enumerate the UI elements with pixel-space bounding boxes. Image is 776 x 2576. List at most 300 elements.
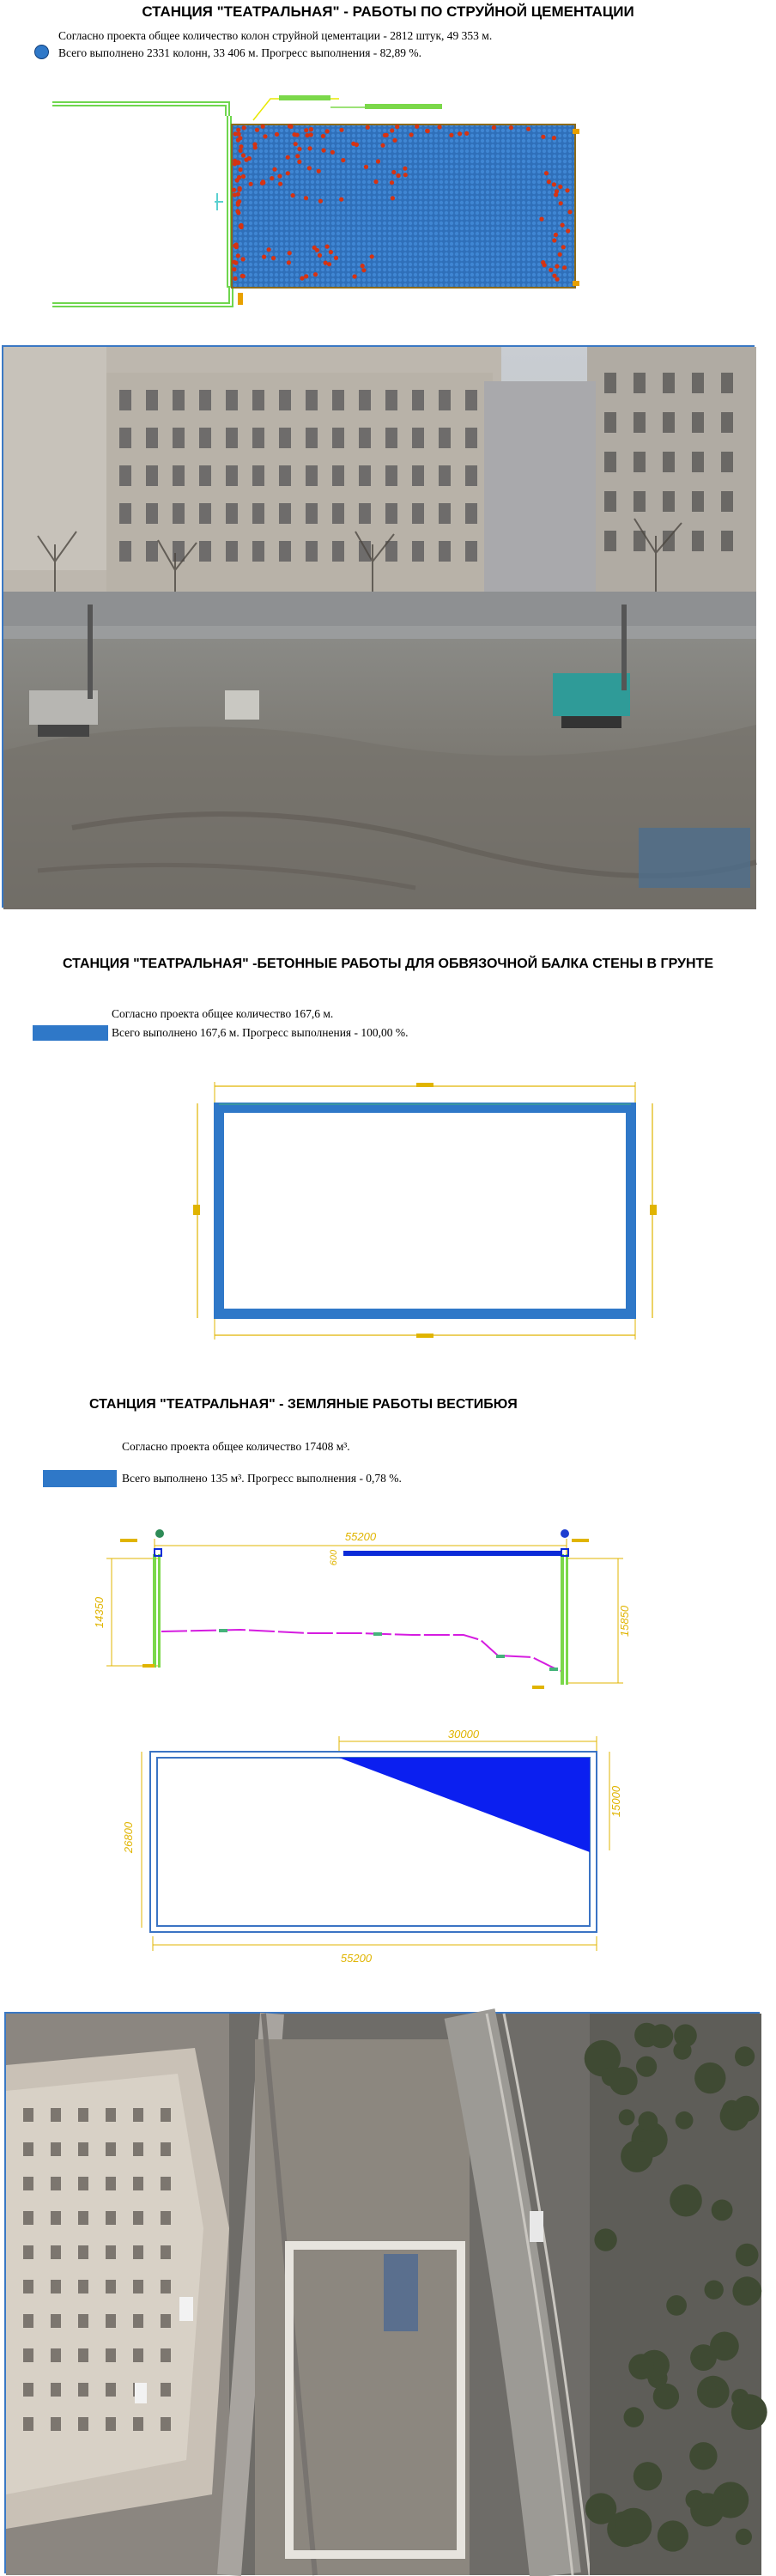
- section2-line1: Согласно проекта общее количество 167,6 м.: [112, 1007, 334, 1020]
- building-window: [133, 2142, 143, 2156]
- legend-rect-marker-3: [43, 1470, 117, 1487]
- building-window: [173, 428, 185, 448]
- unfinished-column-mark: [237, 132, 241, 137]
- building-window: [306, 465, 318, 486]
- unfinished-column-mark: [449, 133, 453, 137]
- unfinished-column-mark: [561, 245, 566, 249]
- section1-title: СТАНЦИЯ "ТЕАТРАЛЬНАЯ" - РАБОТЫ ПО СТРУЙНОЙ ЦЕМЕНТАЦИИ: [142, 3, 634, 20]
- unfinished-column-mark: [239, 167, 243, 172]
- unfinished-column-mark: [549, 268, 553, 272]
- tree: [639, 2111, 658, 2131]
- tree: [712, 2200, 733, 2221]
- unfinished-column-mark: [232, 188, 236, 192]
- building-window: [51, 2280, 61, 2293]
- excavated-area: [339, 1758, 590, 1852]
- building-window: [78, 2211, 88, 2225]
- unfinished-column-mark: [555, 264, 559, 269]
- building-window: [721, 452, 733, 472]
- unfinished-column-mark: [325, 129, 330, 133]
- building-window: [604, 373, 616, 393]
- tree: [705, 2281, 724, 2300]
- unfinished-column-mark: [321, 134, 325, 138]
- unfinished-column-mark: [339, 128, 343, 132]
- unfinished-column-mark: [307, 166, 312, 170]
- unfinished-column-mark: [249, 182, 253, 186]
- building-window: [106, 2314, 116, 2328]
- tree: [615, 2508, 652, 2545]
- unfinished-column-mark: [270, 176, 274, 180]
- unfinished-column-mark: [541, 135, 545, 139]
- unfinished-column-mark: [325, 245, 330, 249]
- building-window: [161, 2383, 171, 2397]
- building-window: [385, 428, 397, 448]
- building-window: [226, 390, 238, 410]
- building-window: [161, 2142, 171, 2156]
- building-window: [161, 2280, 171, 2293]
- unfinished-column-mark: [355, 143, 359, 147]
- tree: [735, 2046, 755, 2066]
- building-window: [332, 428, 344, 448]
- building-window: [106, 2177, 116, 2190]
- building-window: [634, 412, 646, 433]
- unfinished-column-mark: [288, 124, 292, 128]
- unfinished-column-mark: [267, 247, 271, 252]
- unfinished-column-mark: [547, 179, 551, 184]
- building-window: [439, 503, 451, 524]
- capping-beam-ring: [219, 1108, 631, 1314]
- unfinished-column-mark: [321, 149, 325, 153]
- building-window: [663, 452, 675, 472]
- unfinished-column-mark: [304, 196, 308, 200]
- unfinished-column-mark: [353, 274, 357, 278]
- unfinished-column-mark: [317, 169, 321, 173]
- unfinished-column-mark: [409, 132, 414, 137]
- tree: [689, 2442, 717, 2470]
- building-window: [332, 541, 344, 562]
- tree: [649, 2024, 673, 2048]
- building-window: [385, 390, 397, 410]
- unfinished-column-mark: [341, 158, 345, 162]
- unfinished-column-mark: [239, 149, 243, 153]
- capping-beam-plan: [185, 1078, 665, 1352]
- unfinished-column-mark: [235, 210, 239, 214]
- building-window: [439, 541, 451, 562]
- unfinished-column-mark: [458, 131, 462, 136]
- building-window: [23, 2211, 33, 2225]
- tree: [694, 2063, 725, 2093]
- tree: [736, 2244, 759, 2267]
- building-window: [604, 531, 616, 551]
- building-window: [51, 2142, 61, 2156]
- building-window: [133, 2348, 143, 2362]
- building-window: [306, 503, 318, 524]
- unfinished-column-mark: [373, 179, 378, 184]
- unfinished-column-mark: [552, 182, 556, 186]
- building-window: [279, 465, 291, 486]
- unfinished-column-mark: [239, 223, 243, 228]
- building-window: [332, 390, 344, 410]
- unfinished-column-mark: [567, 210, 572, 214]
- unfinished-column-mark: [509, 125, 513, 130]
- unfinished-column-mark: [397, 173, 401, 178]
- tree: [731, 2394, 767, 2430]
- unfinished-column-mark: [291, 193, 295, 197]
- vestibule-plan: [120, 1726, 622, 1966]
- unfinished-column-mark: [315, 248, 319, 252]
- unfinished-column-mark: [261, 179, 265, 184]
- unfinished-column-mark: [277, 174, 282, 179]
- building-window: [119, 428, 131, 448]
- building-window: [692, 531, 704, 551]
- unfinished-column-mark: [307, 146, 312, 150]
- building-window: [161, 2417, 171, 2431]
- building-window: [161, 2211, 171, 2225]
- unfinished-column-mark: [244, 158, 248, 162]
- building-window: [106, 2245, 116, 2259]
- building-window: [465, 541, 477, 562]
- pile-field: [232, 125, 575, 288]
- building-window: [23, 2245, 33, 2259]
- building-window: [51, 2108, 61, 2122]
- unfinished-column-mark: [565, 188, 569, 192]
- building-window: [279, 428, 291, 448]
- building-window: [173, 503, 185, 524]
- unfinished-column-mark: [233, 261, 238, 265]
- unfinished-column-mark: [235, 178, 239, 182]
- building-window: [23, 2383, 33, 2397]
- tree: [624, 2407, 645, 2427]
- unfinished-column-mark: [539, 217, 543, 222]
- tree: [619, 2109, 635, 2125]
- building-window: [465, 503, 477, 524]
- building-window: [23, 2108, 33, 2122]
- building-window: [78, 2280, 88, 2293]
- jet-grouting-plan: [47, 82, 614, 326]
- unfinished-column-mark: [287, 260, 291, 264]
- tree: [670, 2184, 702, 2217]
- unfinished-column-mark: [561, 223, 565, 228]
- building-window: [663, 412, 675, 433]
- unfinished-column-mark: [390, 128, 394, 132]
- building-window: [252, 428, 264, 448]
- building-window: [279, 541, 291, 562]
- unfinished-column-mark: [380, 143, 385, 148]
- building-window: [78, 2314, 88, 2328]
- building-window: [51, 2211, 61, 2225]
- unfinished-column-mark: [558, 185, 562, 189]
- building-window: [51, 2177, 61, 2190]
- building-window: [106, 2348, 116, 2362]
- building-window: [252, 390, 264, 410]
- tree: [628, 2354, 654, 2379]
- building-window: [119, 465, 131, 486]
- unfinished-column-mark: [278, 182, 282, 186]
- unfinished-column-mark: [241, 257, 246, 261]
- building-window: [721, 373, 733, 393]
- building-window: [199, 503, 211, 524]
- unfinished-column-mark: [232, 267, 236, 271]
- unfinished-column-mark: [253, 145, 258, 149]
- unfinished-column-mark: [395, 125, 399, 129]
- building-window: [385, 503, 397, 524]
- building-window: [465, 428, 477, 448]
- building-window: [133, 2245, 143, 2259]
- building-window: [306, 541, 318, 562]
- unfinished-column-mark: [305, 133, 309, 137]
- unfinished-column-mark: [241, 174, 246, 179]
- unfinished-column-mark: [552, 274, 556, 278]
- dim-left-height: 14350: [93, 1596, 106, 1629]
- unfinished-column-mark: [275, 132, 279, 137]
- building-window: [663, 373, 675, 393]
- building-window: [604, 412, 616, 433]
- unfinished-column-mark: [361, 264, 365, 268]
- building-window: [146, 465, 158, 486]
- tree: [634, 2462, 662, 2490]
- building-window: [161, 2177, 171, 2190]
- building-window: [23, 2314, 33, 2328]
- building-window: [332, 465, 344, 486]
- section1-line2: Всего выполнено 2331 колонн, 33 406 м. Прогресс выполнения - 82,89 %.: [58, 46, 422, 59]
- building-window: [634, 491, 646, 512]
- building-window: [721, 412, 733, 433]
- unfinished-column-mark: [236, 128, 240, 132]
- building-window: [359, 503, 371, 524]
- building-window: [119, 503, 131, 524]
- unfinished-column-mark: [263, 134, 267, 138]
- building-window: [226, 428, 238, 448]
- building-window: [161, 2348, 171, 2362]
- tree: [690, 2344, 717, 2371]
- section1-line1: Согласно проекта общее количество колон струйной цементации - 2812 штук, 49 353 м.: [58, 29, 493, 42]
- unfinished-column-mark: [426, 129, 430, 133]
- unfinished-column-mark: [552, 238, 556, 242]
- unfinished-column-mark: [238, 186, 242, 191]
- unfinished-column-mark: [403, 167, 407, 171]
- unfinished-column-mark: [309, 127, 313, 131]
- unfinished-column-mark: [329, 250, 333, 254]
- excavated-portion: [343, 1551, 561, 1556]
- building-window: [133, 2177, 143, 2190]
- unfinished-column-mark: [295, 154, 300, 158]
- building-window: [173, 390, 185, 410]
- building-window: [161, 2314, 171, 2328]
- unfinished-column-mark: [391, 196, 395, 200]
- dim-plan-right: 15000: [609, 1785, 622, 1818]
- building-window: [119, 390, 131, 410]
- unfinished-column-mark: [236, 138, 240, 143]
- building-window: [226, 541, 238, 562]
- building-window: [359, 465, 371, 486]
- tree: [732, 2276, 761, 2306]
- unfinished-column-mark: [297, 160, 301, 164]
- building-window: [146, 503, 158, 524]
- legend-rect-marker: [33, 1025, 108, 1041]
- building-window: [23, 2142, 33, 2156]
- unfinished-column-mark: [370, 254, 374, 258]
- building-window: [412, 503, 424, 524]
- tree: [636, 2057, 657, 2077]
- building-window: [199, 541, 211, 562]
- building-window: [663, 491, 675, 512]
- unfinished-column-mark: [255, 128, 259, 132]
- building-window: [199, 465, 211, 486]
- unfinished-column-mark: [464, 131, 469, 136]
- site-photo-aerial: [4, 2012, 760, 2573]
- unfinished-column-mark: [297, 147, 301, 151]
- unfinished-column-mark: [390, 180, 394, 185]
- building-window: [23, 2417, 33, 2431]
- unfinished-column-mark: [562, 265, 567, 270]
- building-window: [199, 428, 211, 448]
- tree: [712, 2482, 749, 2518]
- building-window: [161, 2245, 171, 2259]
- building-window: [78, 2108, 88, 2122]
- building-window: [51, 2314, 61, 2328]
- unfinished-column-mark: [318, 199, 323, 204]
- dim-plan-top: 30000: [447, 1728, 480, 1741]
- building-window: [106, 2417, 116, 2431]
- unfinished-column-mark: [236, 253, 240, 258]
- building-window: [78, 2177, 88, 2190]
- unfinished-column-mark: [313, 272, 318, 276]
- building-window: [199, 390, 211, 410]
- unfinished-column-mark: [271, 256, 276, 260]
- unfinished-column-mark: [233, 276, 237, 281]
- unfinished-column-mark: [554, 233, 558, 237]
- unfinished-column-mark: [286, 171, 290, 175]
- tree: [658, 2520, 688, 2551]
- unfinished-column-mark: [288, 251, 292, 255]
- unfinished-column-mark: [236, 192, 240, 197]
- tree: [676, 2111, 694, 2129]
- section2-title: СТАНЦИЯ "ТЕАТРАЛЬНАЯ" -БЕТОННЫЕ РАБОТЫ ДЛЯ ОБВЯЗОЧНОЙ БАЛКА СТЕНЫ В ГРУНТЕ: [63, 957, 713, 971]
- unfinished-column-mark: [555, 277, 560, 282]
- building-window: [23, 2280, 33, 2293]
- building-window: [106, 2211, 116, 2225]
- building-window: [359, 428, 371, 448]
- building-window: [51, 2245, 61, 2259]
- building-window: [78, 2142, 88, 2156]
- building-window: [252, 465, 264, 486]
- building-window: [465, 465, 477, 486]
- building-window: [133, 2314, 143, 2328]
- tree: [736, 2529, 752, 2545]
- building-window: [133, 2417, 143, 2431]
- building-window: [385, 465, 397, 486]
- tree: [621, 2141, 652, 2172]
- unfinished-column-mark: [543, 263, 547, 267]
- building-window: [226, 503, 238, 524]
- building-window: [133, 2108, 143, 2122]
- building-window: [106, 2142, 116, 2156]
- section3-title: СТАНЦИЯ "ТЕАТРАЛЬНАЯ" - ЗЕМЛЯНЫЕ РАБОТЫ ВЕСТИБЮЯ: [89, 1397, 518, 1412]
- building-window: [252, 541, 264, 562]
- building-window: [359, 390, 371, 410]
- building-window: [692, 491, 704, 512]
- dim-right-height: 15850: [618, 1605, 631, 1637]
- building-window: [146, 428, 158, 448]
- unfinished-column-mark: [339, 197, 343, 202]
- building-window: [161, 2108, 171, 2122]
- building-window: [412, 428, 424, 448]
- building-window: [133, 2211, 143, 2225]
- dim-top-width: 55200: [344, 1530, 377, 1543]
- building-window: [106, 2383, 116, 2397]
- section2-line2: Всего выполнено 167,6 м. Прогресс выполнения - 100,00 %.: [112, 1026, 409, 1039]
- unfinished-column-mark: [318, 253, 322, 258]
- tree: [653, 2384, 679, 2409]
- building-window: [692, 412, 704, 433]
- building-window: [332, 503, 344, 524]
- building-window: [412, 541, 424, 562]
- unfinished-column-mark: [361, 268, 366, 272]
- building-window: [146, 541, 158, 562]
- building-window: [23, 2177, 33, 2190]
- dim-plan-bottom: 55200: [340, 1952, 373, 1965]
- building-window: [721, 531, 733, 551]
- building-window: [359, 541, 371, 562]
- unfinished-column-mark: [304, 128, 308, 132]
- unfinished-column-mark: [415, 125, 419, 129]
- building-window: [306, 428, 318, 448]
- unfinished-column-mark: [234, 242, 239, 246]
- unfinished-column-mark: [262, 255, 266, 259]
- unfinished-column-mark: [526, 127, 530, 131]
- unfinished-column-mark: [304, 274, 308, 278]
- dim-plan-left: 26800: [122, 1821, 135, 1854]
- building-window: [51, 2383, 61, 2397]
- tree: [733, 2096, 759, 2122]
- unfinished-column-mark: [364, 165, 368, 169]
- building-window: [692, 373, 704, 393]
- section3-line1: Согласно проекта общее количество 17408 м³.: [122, 1440, 350, 1453]
- building-window: [604, 491, 616, 512]
- building-window: [439, 390, 451, 410]
- building-window: [133, 2280, 143, 2293]
- building-window: [604, 452, 616, 472]
- unfinished-column-mark: [300, 276, 304, 281]
- tree: [594, 2228, 616, 2251]
- unfinished-column-mark: [286, 155, 290, 160]
- building-window: [23, 2348, 33, 2362]
- unfinished-column-mark: [544, 171, 549, 175]
- building-window: [692, 452, 704, 472]
- unfinished-column-mark: [330, 150, 335, 155]
- unfinished-column-mark: [239, 144, 243, 149]
- unfinished-column-mark: [403, 173, 408, 177]
- unfinished-column-mark: [438, 125, 442, 129]
- tree: [697, 2376, 730, 2409]
- unfinished-column-mark: [324, 261, 328, 265]
- section3-line2: Всего выполнено 135 м³. Прогресс выполнения - 0,78 %.: [122, 1472, 402, 1485]
- building-window: [465, 390, 477, 410]
- unfinished-column-mark: [559, 201, 563, 205]
- unfinished-column-mark: [240, 274, 245, 278]
- unfinished-column-mark: [334, 256, 338, 260]
- dim-wall-600: 600: [329, 1549, 339, 1566]
- building-window: [106, 2108, 116, 2122]
- unfinished-column-mark: [236, 201, 240, 205]
- unfinished-column-mark: [261, 125, 265, 129]
- building-window: [279, 390, 291, 410]
- building-window: [51, 2417, 61, 2431]
- building-window: [252, 503, 264, 524]
- unfinished-column-mark: [366, 125, 370, 130]
- unfinished-column-mark: [272, 167, 276, 172]
- building-window: [78, 2348, 88, 2362]
- unfinished-column-mark: [492, 125, 496, 130]
